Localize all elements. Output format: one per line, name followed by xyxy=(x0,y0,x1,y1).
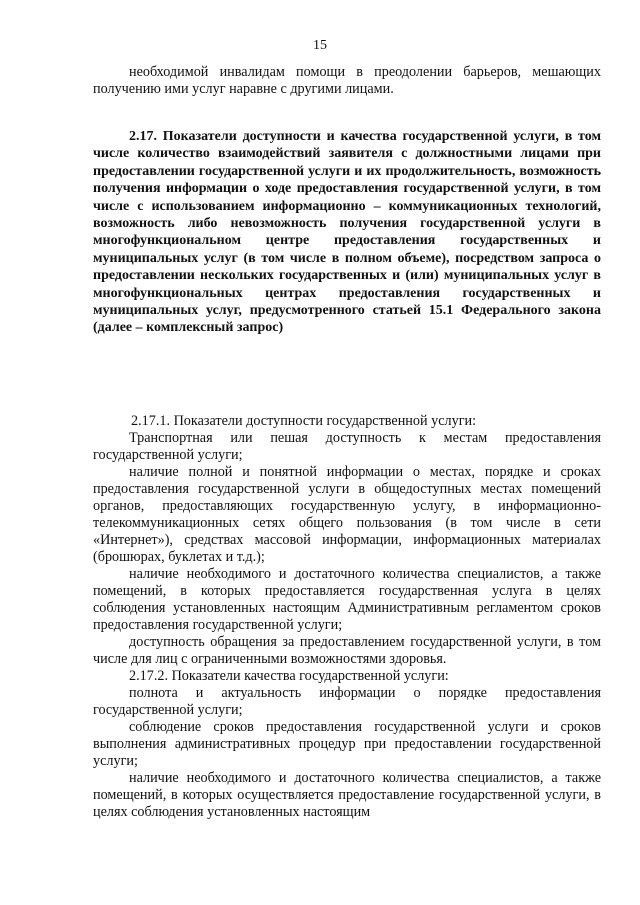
subsection-title-accessibility: 2.17.1. Показатели доступности государственной услуги: xyxy=(131,413,477,429)
accessibility-item: наличие полной и понятной информации о местах, порядке и сроках предоставления государственной услуги в общедоступных местах помещений органов, предоставляющих государственную услугу, в информационно-телекоммуникационных сетях общего пользования (в том числе в сети «Интернет»), средствах массовой информации, информационных материалах (брошюрах, буклетах и т.д.); xyxy=(93,464,601,565)
continued-paragraph: необходимой инвалидам помощи в преодолении барьеров, мешающих получению ими услуг наравне с другими лицами. xyxy=(93,64,601,97)
accessibility-item: Транспортная или пешая доступность к местам предоставления государственной услуги; xyxy=(93,430,601,463)
accessibility-item: доступность обращения за предоставлением государственной услуги, в том числе для лиц с ограниченными возможностями здоровья. xyxy=(93,634,601,667)
section-heading-block xyxy=(93,128,601,337)
section-heading: 2.17. Показатели доступности и качества государственной услуги, в том числе количество взаимодействий заявителя с должностными лицами при предоставлении государственной услуги и их продолжительность, возможность получения информации о ходе предоставления государственной услуги, в том числе с использованием информационно – коммуникационных технологий, возможность либо невозможность получения государственной услуги в многофункциональном центре предоставления государственных и муниципальных услуг (в том числе в полном объеме), посредством запроса о предоставлении нескольких государственных и (или) муниципальных услуг в многофункциональных центрах предоставления государственных и муниципальных услуг, предусмотренного статьей 15.1 Федерального закона (далее – комплексный запрос) xyxy=(93,129,601,336)
accessibility-item: наличие необходимого и достаточного количества специалистов, а также помещений, в которых предоставляется государственная услуга в целях соблюдения установленных настоящим Административным регламентом сроков предоставления государственной услуги; xyxy=(93,566,601,633)
quality-item: соблюдение сроков предоставления государственной услуги и сроков выполнения административных процедур при предоставлении государственной услуги; xyxy=(93,719,601,769)
quality-item: наличие необходимого и достаточного количества специалистов, а также помещений, в которых осуществляется предоставление государственной услуги, в целях соблюдения установленных настоящим xyxy=(93,770,601,820)
subsection-accessibility xyxy=(93,413,601,821)
subsection-title-quality: 2.17.2. Показатели качества государственной услуги: xyxy=(129,668,449,684)
quality-item: полнота и актуальность информации о порядке предоставления государственной услуги; xyxy=(93,685,601,718)
page-number: 15 xyxy=(313,38,327,53)
continued-paragraph-block xyxy=(93,64,601,98)
